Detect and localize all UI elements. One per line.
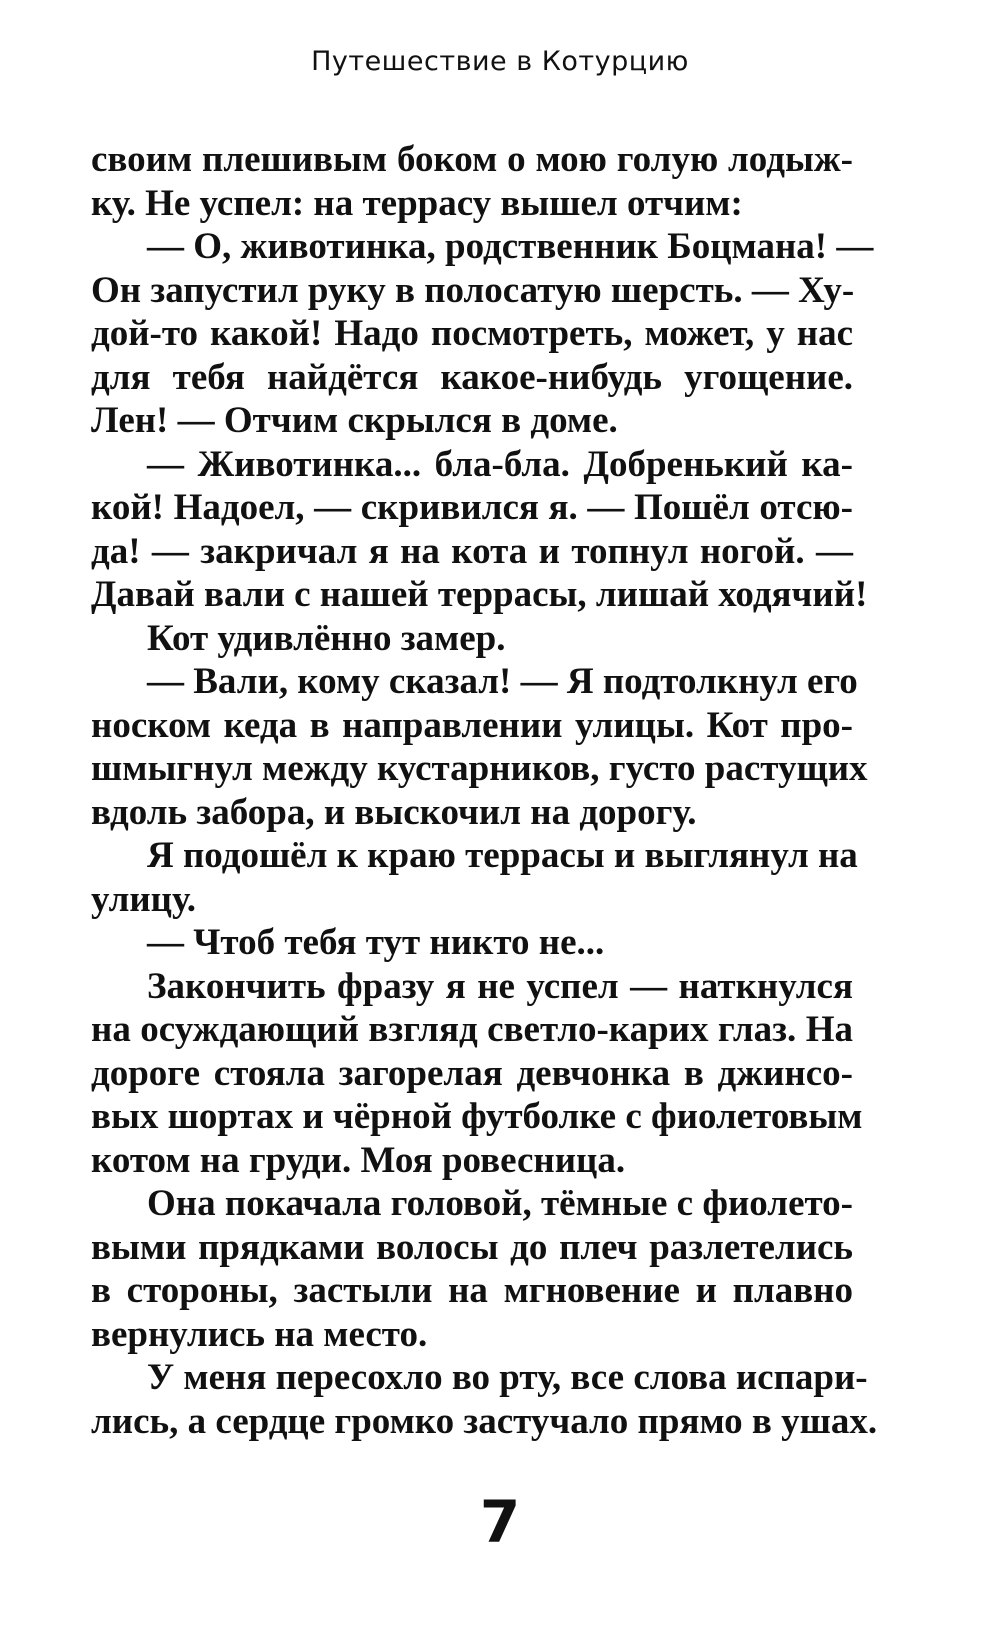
text-line: выми прядками волосы до плеч разлетелись bbox=[91, 1226, 853, 1268]
text-line: носком кеда в направлении улицы. Кот про- bbox=[91, 704, 853, 746]
running-header: Путешествие в Котурцию bbox=[311, 46, 689, 77]
text-line: — Чтоб тебя тут никто не... bbox=[147, 922, 605, 963]
text-line: — О, животинка, родственник Боцмана! — bbox=[147, 226, 874, 267]
text-line: Лен! — Отчим скрылся в доме. bbox=[91, 400, 618, 441]
text-line: Закончить фразу я не успел — наткнулся bbox=[147, 965, 853, 1007]
text-line: У меня пересохло во рту, все слова испари- bbox=[147, 1357, 868, 1398]
text-line: Она покачала головой, тёмные с фиолето- bbox=[147, 1183, 853, 1224]
text-line: лись, а сердце громко застучало прямо в ушах. bbox=[91, 1400, 878, 1442]
body-text bbox=[91, 138, 878, 1443]
text-line: шмыгнул между кустарников, густо растущих bbox=[91, 748, 868, 789]
text-line: дороге стояла загорелая девчонка в джинсо- bbox=[91, 1052, 853, 1094]
text-line: своим плешивым боком о мою голую лодыж- bbox=[91, 139, 853, 180]
text-line: вернулись на место. bbox=[91, 1313, 428, 1355]
text-line: котом на груди. Моя ровесница. bbox=[91, 1139, 626, 1181]
text-line: в стороны, застыли на мгновение и плавно bbox=[91, 1270, 853, 1311]
text-line: Давай вали с нашей террасы, лишай ходячий! bbox=[91, 574, 868, 615]
text-line: вдоль забора, и выскочил на дорогу. bbox=[91, 791, 697, 833]
text-line: вых шортах и чёрной футболке с фиолетовым bbox=[91, 1096, 863, 1137]
page-number: 7 bbox=[479, 1488, 521, 1556]
text-line: дой-то какой! Надо посмотреть, может, у нас bbox=[91, 313, 853, 354]
text-line: — Животинка... бла-бла. Добренький ка- bbox=[147, 443, 853, 485]
text-line: Я подошёл к краю террасы и выглянул на bbox=[147, 835, 858, 876]
text-line: Он запустил руку в полосатую шерсть. — Ху- bbox=[91, 269, 855, 311]
text-line: да! — закричал я на кота и топнул ногой. — bbox=[91, 530, 853, 572]
text-line: улицу. bbox=[91, 878, 197, 920]
text-line: кой! Надоел, — скривился я. — Пошёл отсю- bbox=[91, 487, 853, 528]
text-line: на осуждающий взгляд светло-карих глаз. На bbox=[91, 1009, 853, 1050]
text-line: — Вали, кому сказал! — Я подтолкнул его bbox=[147, 661, 858, 702]
text-line: Кот удивлённо замер. bbox=[147, 617, 506, 659]
text-line: ку. Не успел: на террасу вышел отчим: bbox=[91, 182, 743, 224]
text-line: для тебя найдётся какое-нибудь угощение. bbox=[91, 356, 853, 398]
